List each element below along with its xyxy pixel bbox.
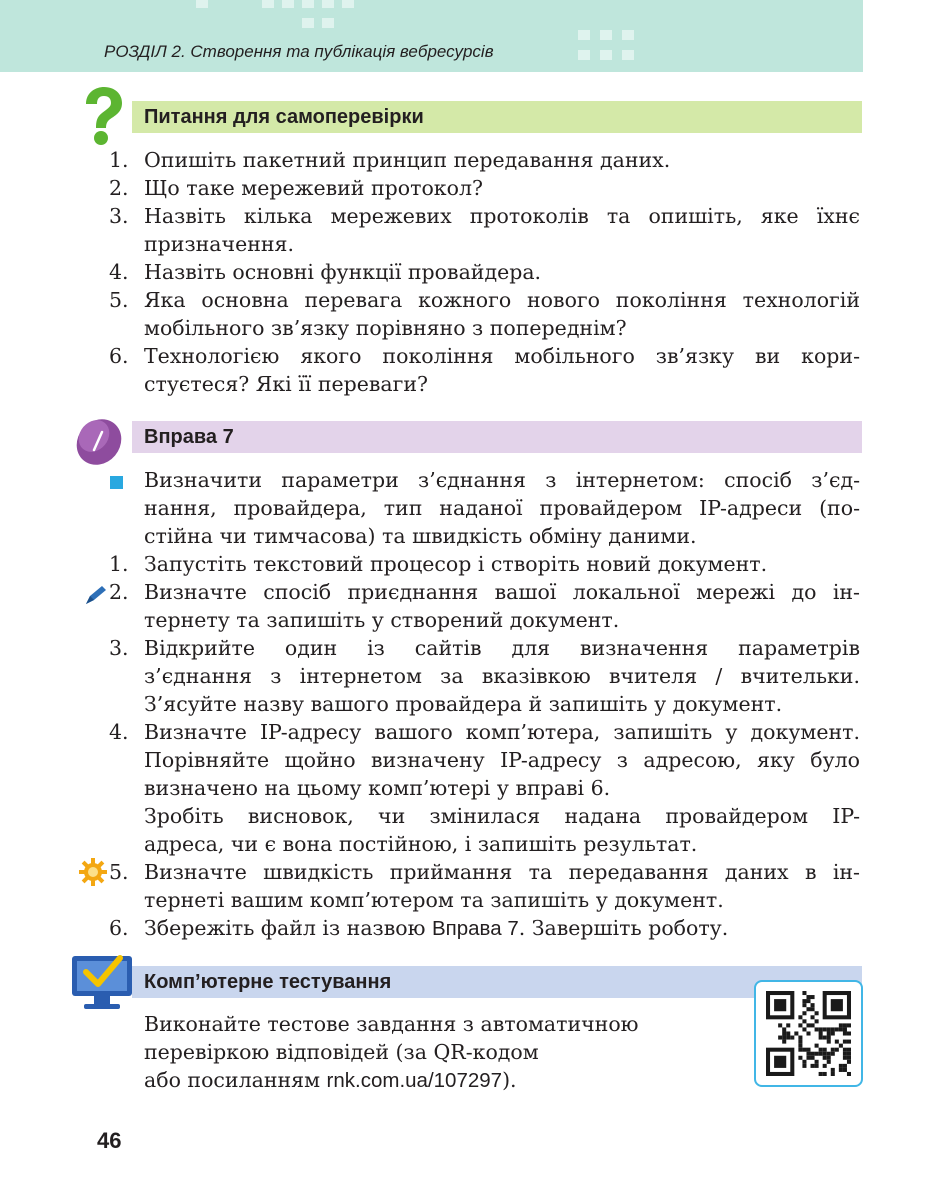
question-mark-icon <box>80 86 126 146</box>
step-line: З’ясуйте назву вашого провайдера й запишіть у документ. <box>144 692 783 716</box>
header-band <box>0 0 863 72</box>
pen-icon <box>84 584 108 606</box>
item-number: 2. <box>109 176 129 200</box>
item-number: 4. <box>109 720 129 744</box>
page-number: 46 <box>97 1128 122 1153</box>
step-line: Відкрийте один із сайтів для визначення параметрів <box>144 636 860 660</box>
step-line: Визначте швидкість приймання та передавання даних в ін- <box>144 860 860 884</box>
goal-line: стійна чи тимчасова) та швидкість обміну даними. <box>144 524 697 548</box>
step-text: Збережіть файл із назвою <box>144 916 432 940</box>
self-check-title: Питання для самоперевірки <box>144 106 424 128</box>
exercise-title: Вправа 7 <box>144 426 234 448</box>
testing-title: Комп’ютерне тестування <box>144 971 392 993</box>
qr-code-box[interactable] <box>754 980 863 1087</box>
item-number: 1. <box>109 148 129 172</box>
question-line: Що таке мережевий протокол? <box>144 176 483 200</box>
testing-link[interactable]: rnk.com.ua/107297 <box>326 1069 503 1092</box>
question-line: мобільного зв’язку порівняно з попереднім? <box>144 316 627 340</box>
step-line: Визначте спосіб приєднання вашої локальної мережі до ін- <box>144 580 860 604</box>
step-text: . Завершіть роботу. <box>518 916 729 940</box>
exercise-bar <box>132 421 862 453</box>
question-line: Технологією якого покоління мобільного зв’язку ви кори- <box>144 344 860 368</box>
file-name: Вправа 7 <box>431 917 519 940</box>
monitor-check-icon <box>70 952 136 1012</box>
question-line: стуєтеся? Які її переваги? <box>144 372 429 396</box>
goal-line: нання, провайдера, тип наданої провайдером IP-адреси (по- <box>144 496 860 520</box>
testing-line-1: Виконайте тестове завдання з автоматичною <box>144 1012 639 1036</box>
step-line: адреса, чи є вона постійною, і запишіть результат. <box>144 832 698 856</box>
step-line: з’єднання з інтернетом за вказівкою вчителя / вчительки. <box>144 664 860 688</box>
testing-line-2: перевіркою відповідей (за QR-кодом <box>144 1040 539 1064</box>
step-line: Порівняйте щойно визначену IP-адресу з адресою, яку було <box>144 748 860 772</box>
question-line: Назвіть основні функції провайдера. <box>144 260 542 284</box>
testing-line-3: або посиланням rnk.com.ua/107297). <box>144 1068 517 1092</box>
step-line: Запустіть текстовий процесор і створіть новий документ. <box>144 552 768 576</box>
item-number: 5. <box>109 860 129 884</box>
question-line: Яка основна перевага кожного нового покоління технологій <box>144 288 860 312</box>
item-number: 2. <box>109 580 129 604</box>
goal-line: Визначити параметри з’єднання з інтернетом: спосіб з’єд- <box>144 468 860 492</box>
item-number: 6. <box>109 916 129 940</box>
item-number: 6. <box>109 344 129 368</box>
item-number: 3. <box>109 636 129 660</box>
step-line: тернеті вашим комп’ютером та запишіть у документ. <box>144 888 724 912</box>
qr-code-icon <box>766 991 851 1076</box>
question-line: призначення. <box>144 232 294 256</box>
item-number: 3. <box>109 204 129 228</box>
item-number: 4. <box>109 260 129 284</box>
step-line: Зробіть висновок, чи змінилася надана провайдером IP- <box>144 804 860 828</box>
goal-bullet <box>110 476 123 489</box>
question-line: Назвіть кілька мережевих протоколів та опишіть, яке їхнє <box>144 204 860 228</box>
mouse-icon <box>72 414 126 468</box>
question-line: Опишіть пакетний принцип передавання даних. <box>144 148 671 172</box>
step-line: Визначте IP-адресу вашого комп’ютера, запишіть у документ. <box>144 720 860 744</box>
step-line: тернету та запишіть у створений документ. <box>144 608 620 632</box>
item-number: 1. <box>109 552 129 576</box>
item-number: 5. <box>109 288 129 312</box>
chapter-title: РОЗДІЛ 2. Створення та публікація вебресурсів <box>104 42 494 61</box>
step-line: визначено на цьому комп’ютері у вправі 6. <box>144 776 611 800</box>
step-line <box>144 914 728 943</box>
gear-icon <box>78 857 108 887</box>
